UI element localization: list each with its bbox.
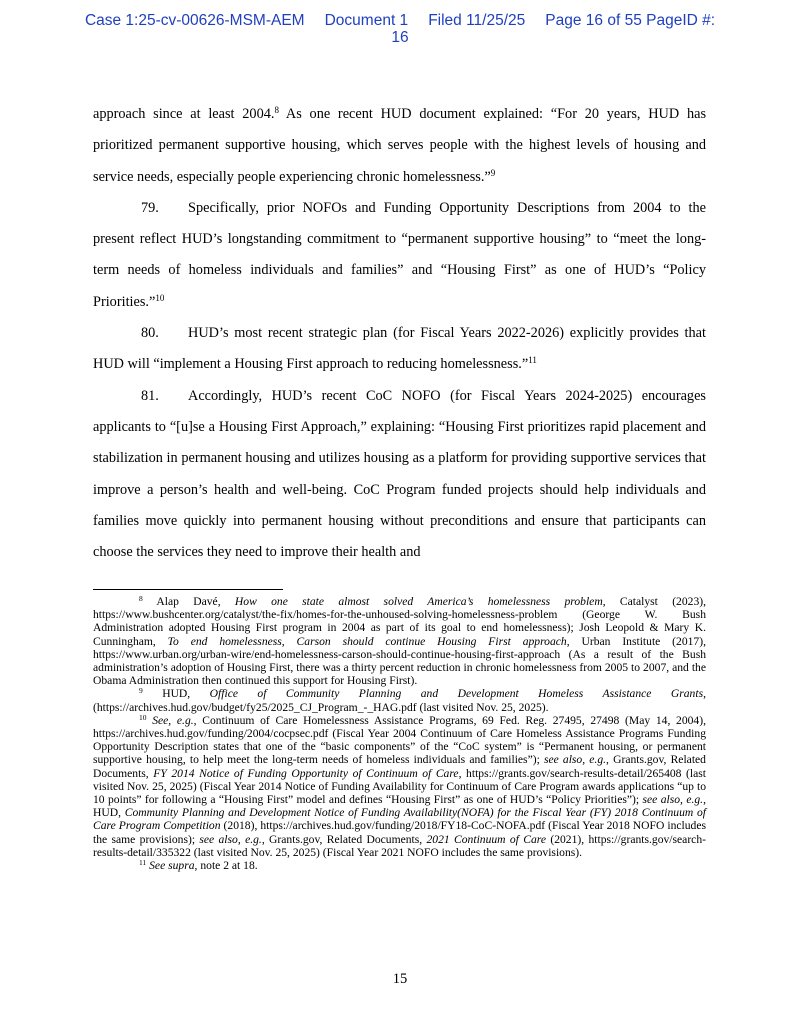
page-id: 16	[391, 29, 409, 46]
filing-header	[0, 12, 800, 46]
paragraph-number: 81.	[141, 387, 159, 404]
footnote-divider	[93, 589, 283, 590]
page-number: 15	[392, 971, 408, 987]
paragraph-continued: approach since at least 2004.$^8$ As one recent HUD document explained: “For 20 years, HUD has prioritized permanent supportive housing, which serves people with the highest levels of housing and service needs, especially people experiencing chronic homelessness.”$^9$	[93, 105, 707, 185]
document-body	[93, 99, 706, 568]
filed-date: Filed 11/25/25	[428, 12, 526, 29]
paragraph-number: 79.	[141, 199, 159, 216]
document-number: Document 1	[324, 12, 409, 29]
footnote-10: $^{10}$ See, e.g., Continuum of Care Homelessness Assistance Programs, 69 Fed. Reg. 27495, 27498 (May 14, 2004), https://archives.hud.gov/funding/2004/cocpsec.pdf (Fiscal Year 2004 Continuum of Care Homeless Assistance Programs Funding Opportunity Description states that one of the “basic components” of the “CoC system” is “Permanent housing, or permanent supportive housing, to help meet the long-term needs of homeless individuals and families”); see also, e.g., Grants.gov, Related Documents, FY 2014 Notice of Funding Opportunity of Continuum of Care, https://grants.gov/search-results-detail/265408 (last visited Nov. 25, 2025) (Fiscal Year 2014 Notice of Funding Availability for Continuum of Care Program awards applications “up to 10 points” for following a “Housing First” model and defines “Housing First” as one of HUD’s “Policy Priorities”); see also, e.g., HUD, Community Planning and Development Notice of Funding Availability(NOFA) for the Fiscal Year (FY) 2018 Continuum of Care Program Competition (2018), https://archives.hud.gov/funding/2018/FY18-CoC-NOFA.pdf (Fiscal Year 2018 NOFO includes the same provisions); see also, e.g., Grants.gov, Related Documents, 2021 Continuum of Care (2021), https://grants.gov/search-results-detail/335322 (last visited Nov. 25, 2025) (Fiscal Year 2021 NOFO includes the same provisions).	[93, 712, 706, 859]
page-info: Page 16 of 55 PageID #:	[545, 12, 716, 29]
paragraph-80: 80. HUD’s most recent strategic plan (for Fiscal Years 2022-2026) explicitly provides that HUD will “implement a Housing First approach to reducing homelessness.”$^{11}$	[93, 318, 706, 381]
footnote-ref: 9	[490, 167, 496, 178]
paragraph-number: 80.	[141, 325, 159, 342]
footnote-ref: 8	[274, 105, 279, 115]
footnote-8: $^8$ Alap Davé, How one state almost solved America’s homelessness problem, Catalyst (2023), https://www.bushcenter.org/catalyst/the-fix/homes-for-the-unhoused-solving-homelessness-problem (George W. Bush Administration adopted Housing First program in 2004 as part of its goal to end homelessness); Josh Leopold & Mary K. Cunningham, To end homelessness, Carson should continue Housing First approach, Urban Institute (2017), https://www.urban.org/urban-wire/end-homelessness-carson-should-continue-housing-first-approach (As a result of the Bush administration’s adoption of Housing First, there was a thirty percent reduction in chronic homelessness from 2005 to 2007, and the Obama Administration then continued this support for Housing First).	[93, 594, 707, 688]
paragraph-81: 81. Accordingly, HUD’s recent CoC NOFO (for Fiscal Years 2024-2025) encourages applicants to “[u]se a Housing First Approach,” explaining: “Housing First prioritizes rapid placement and stabilization in permanent housing and utilizes housing as a platform for providing supportive services that improve a person’s health and well-being. CoC Program funded projects should help individuals and families move quickly into permanent housing without preconditions and ensure that participants can choose the services they need to improve their health and	[93, 381, 706, 569]
case-number: Case 1:25-cv-00626-MSM-AEM	[84, 12, 305, 29]
footnotes	[93, 595, 706, 872]
footnote-9: $^9$ HUD, Office of Community Planning and Development Homeless Assistance Grants, (https://archives.hud.gov/budget/fy25/2025_CJ_Program_-_HAG.pdf (last visited Nov. 25, 2025).	[93, 686, 706, 714]
footnote-ref: 10	[155, 292, 165, 303]
paragraph-79: 79. Specifically, prior NOFOs and Funding Opportunity Descriptions from 2004 to the present reflect HUD’s longstanding commitment to “permanent supportive housing” to “meet the long-term needs of homeless individuals and families” and “Housing First” as one of HUD’s “Policy Priorities.”$^{10}$	[93, 193, 706, 318]
footnote-ref: 11	[528, 355, 537, 366]
footnote-11: $^{11}$ See supra, note 2 at 18.	[139, 858, 258, 873]
